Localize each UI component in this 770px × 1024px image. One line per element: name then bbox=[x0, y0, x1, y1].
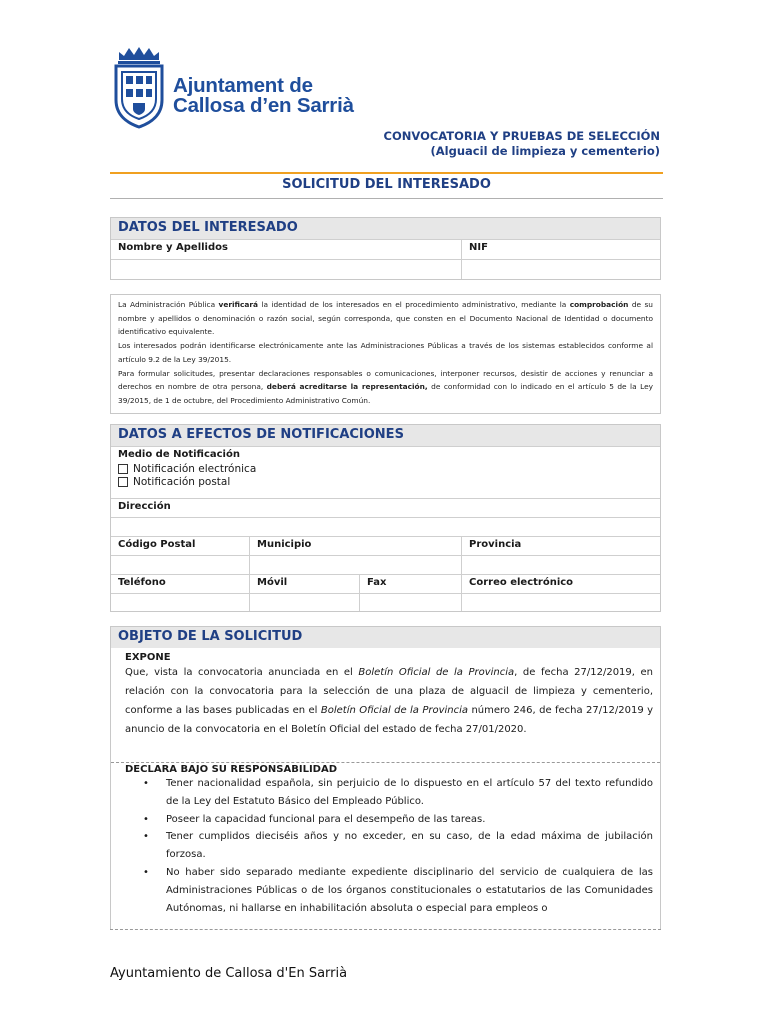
section-title-notificaciones: DATOS A EFECTOS DE NOTIFICACIONES bbox=[111, 425, 660, 446]
telefono-label: Teléfono bbox=[118, 577, 166, 588]
movil-field[interactable] bbox=[249, 594, 359, 611]
list-item bbox=[143, 811, 653, 829]
cell-municipio-label bbox=[249, 537, 461, 555]
orange-divider bbox=[110, 172, 663, 174]
convocatoria-subtitle: (Alguacil de limpieza y cementerio) bbox=[430, 144, 660, 158]
municipality-logo bbox=[113, 45, 373, 135]
info-text bbox=[111, 295, 660, 413]
cell-nif-label bbox=[461, 240, 660, 259]
info-p3-a: Para formular solicitudes, presentar declaraciones responsables o comunicaciones, interponer recursos, desistir de acciones y renunciar a derechos en nombre de otra persona, bbox=[118, 368, 653, 392]
telefono-field[interactable] bbox=[111, 594, 249, 611]
row-cp-municipio-provincia-inputs bbox=[111, 555, 660, 574]
info-p1-c: la identidad de los interesados en el procedimiento administrativo, mediante la bbox=[258, 300, 570, 309]
section-datos-interesado bbox=[110, 217, 661, 280]
info-p2: Los interesados podrán identificarse electrónicamente ante las Administraciones Públicas a través de los sistemas establecidos conforme al artículo 9.2 de la Ley 39/2015. bbox=[118, 341, 653, 364]
logo-line-1: Ajuntament de bbox=[173, 74, 313, 97]
bullet: • bbox=[143, 813, 149, 825]
cell-correo-label bbox=[461, 575, 660, 593]
option-electronica[interactable] bbox=[111, 463, 660, 476]
checkbox-postal[interactable] bbox=[118, 477, 128, 487]
cp-field[interactable] bbox=[111, 556, 249, 574]
provincia-field[interactable] bbox=[461, 556, 660, 574]
correo-field[interactable] bbox=[461, 594, 660, 611]
direccion-field[interactable] bbox=[111, 517, 660, 536]
bullet: • bbox=[143, 866, 149, 878]
expone-part-c: , de fecha 27/12/2019, en relación con la convocatoria para la selección de una plaza de alguacil de limpieza y cementerio, conforme a las bases publicadas en el bbox=[125, 667, 653, 716]
fax-field[interactable] bbox=[359, 594, 461, 611]
option-postal[interactable] bbox=[111, 476, 660, 489]
cell-telefono-label bbox=[111, 575, 249, 593]
bullet: • bbox=[143, 778, 149, 789]
info-p1-a: La Administración Pública bbox=[118, 300, 219, 309]
info-p3-c: de conformidad con lo indicado en el artículo 5 de la Ley 39/2015, de 1 de octubre, del Procedimiento Administrativo Común. bbox=[118, 382, 653, 405]
nombre-field[interactable] bbox=[111, 260, 461, 279]
row-medio-notificacion bbox=[111, 446, 660, 498]
checkbox-electronica[interactable] bbox=[118, 464, 128, 474]
section-objeto bbox=[110, 626, 661, 930]
logo-line-2: Callosa d’en Sarrià bbox=[173, 94, 354, 117]
declara-label: DECLARA BAJO SU RESPONSABILIDAD bbox=[125, 764, 338, 775]
section-bottom-dashed bbox=[110, 929, 661, 930]
section-notificaciones bbox=[110, 424, 661, 612]
movil-label: Móvil bbox=[257, 577, 288, 588]
expone-text bbox=[111, 663, 660, 739]
row-labels-nombre-nif bbox=[111, 239, 660, 259]
cell-provincia-label bbox=[461, 537, 660, 555]
expone-part-a: Que, vista la convocatoria anunciada en el bbox=[125, 667, 359, 678]
expone-part-e: número 246, de fecha 27/12/2019 y anuncio de la convocatoria en el Boletín Oficial del estado de fecha 27/01/2020. bbox=[125, 705, 654, 735]
correo-label: Correo electrónico bbox=[469, 577, 574, 588]
expone-part-d: Boletín Oficial de la Provincia bbox=[320, 705, 469, 716]
medio-label: Medio de Notificación bbox=[118, 449, 240, 460]
nif-label: NIF bbox=[469, 242, 488, 253]
convocatoria-header bbox=[384, 129, 660, 159]
cell-nombre-label bbox=[111, 240, 461, 259]
declara-item-4: No haber sido separado mediante expediente disciplinario del servicio de cualquiera de las Administraciones Públicas o de los órganos constitucionales o estatutarios de las Comunidades Autónomas, ni hallarse en inhabilitación absoluta o especial para empleos o bbox=[166, 866, 653, 914]
info-p1-b: verificará bbox=[218, 300, 259, 309]
nombre-label: Nombre y Apellidos bbox=[118, 242, 228, 253]
logo-text bbox=[173, 76, 354, 116]
option-postal-label: Notificación postal bbox=[133, 475, 231, 488]
info-p3-b: deberá acreditarse la representación, bbox=[266, 382, 428, 392]
municipio-field[interactable] bbox=[249, 556, 461, 574]
declara-item-1: Tener nacionalidad española, sin perjuicio de lo dispuesto en el artículo 57 del texto refundido de la Ley del Estatuto Básico del Empleado Público. bbox=[166, 778, 653, 807]
option-electronica-label: Notificación electrónica bbox=[133, 463, 257, 476]
list-item bbox=[143, 864, 653, 917]
fax-label: Fax bbox=[367, 577, 387, 588]
cp-label: Código Postal bbox=[118, 539, 196, 550]
nif-field[interactable] bbox=[461, 260, 660, 279]
section-title-objeto: OBJETO DE LA SOLICITUD bbox=[111, 627, 660, 648]
declara-item-2: Poseer la capacidad funcional para el desempeño de las tareas. bbox=[166, 813, 486, 825]
direccion-label: Dirección bbox=[118, 501, 171, 512]
expone-part-b: Boletín Oficial de la Provincia bbox=[358, 667, 515, 678]
municipio-label: Municipio bbox=[257, 539, 312, 550]
cell-fax-label bbox=[359, 575, 461, 593]
bullet: • bbox=[143, 831, 149, 843]
cell-cp-label bbox=[111, 537, 249, 555]
info-p1-e: de su nombre y apellidos o denominación o razón social, según corresponda, que consten en el Documento Nacional de Identidad o documento identificativo equivalente. bbox=[118, 300, 653, 337]
row-inputs-nombre-nif bbox=[111, 259, 660, 279]
gray-divider bbox=[110, 198, 663, 199]
convocatoria-title: CONVOCATORIA Y PRUEBAS DE SELECCIÓN bbox=[383, 129, 660, 143]
page-footer: Ayuntamiento de Callosa d'En Sarrià bbox=[110, 966, 348, 981]
row-contact-labels bbox=[111, 574, 660, 593]
list-item bbox=[143, 775, 653, 811]
form-title: SOLICITUD DEL INTERESADO bbox=[282, 177, 491, 192]
coat-of-arms-icon bbox=[113, 45, 165, 129]
row-cp-municipio-provincia-labels bbox=[111, 536, 660, 555]
provincia-label: Provincia bbox=[469, 539, 522, 550]
info-box-identificacion bbox=[110, 294, 661, 414]
declara-list bbox=[111, 775, 660, 917]
expone-label: EXPONE bbox=[125, 652, 171, 663]
section-title-datos: DATOS DEL INTERESADO bbox=[111, 218, 660, 239]
declara-item-3: Tener cumplidos dieciséis años y no exceder, en su caso, de la edad máxima de jubilación forzosa. bbox=[166, 831, 653, 861]
row-contact-inputs bbox=[111, 593, 660, 611]
cell-movil-label bbox=[249, 575, 359, 593]
row-direccion-label bbox=[111, 498, 660, 517]
info-p1-d: comprobación bbox=[569, 300, 629, 309]
list-item bbox=[143, 828, 653, 864]
